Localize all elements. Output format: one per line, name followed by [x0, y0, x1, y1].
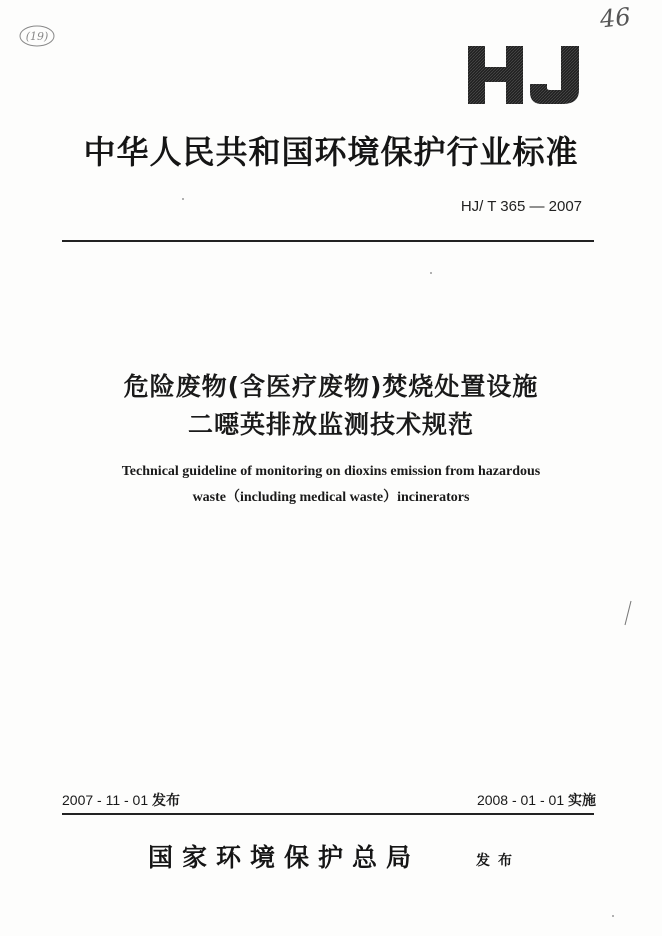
stray-pen-mark [622, 600, 634, 626]
standard-category-title: 中华人民共和国环境保护行业标准 [83, 133, 579, 171]
scan-speck [182, 198, 184, 200]
publish-label: 发布 [476, 853, 520, 869]
issue-date-block [62, 790, 180, 810]
implementation-label: 实施 [568, 793, 596, 809]
issue-date: 2007 - 11 - 01 [62, 792, 149, 808]
issuing-agency: 国家环境保护总局 [148, 843, 421, 872]
circled-mark-text: (19) [25, 30, 49, 43]
scan-speck [430, 272, 432, 274]
top-divider [62, 240, 594, 242]
hj-logo [466, 44, 582, 106]
bottom-divider [62, 813, 594, 815]
implementation-date: 2008 - 01 - 01 [476, 792, 565, 808]
document-title-cn-line-2: 二噁英排放监测技术规范 [187, 410, 474, 439]
issue-label: 发布 [152, 793, 181, 809]
handwritten-page-number: 46 [598, 2, 632, 34]
document-title-en-line-1: Technical guideline of monitoring on dioxins emission from hazardous [121, 464, 541, 479]
scan-speck [612, 915, 614, 917]
circled-handwritten-mark [18, 24, 56, 48]
standard-number: HJ/ T 365 — 2007 [460, 198, 582, 215]
implementation-date-block [477, 790, 596, 810]
document-title-cn-line-1: 危险废物(含医疗废物)焚烧处置设施 [123, 372, 539, 401]
document-title-en-line-2: waste（including medical waste）incinerators [192, 490, 470, 505]
